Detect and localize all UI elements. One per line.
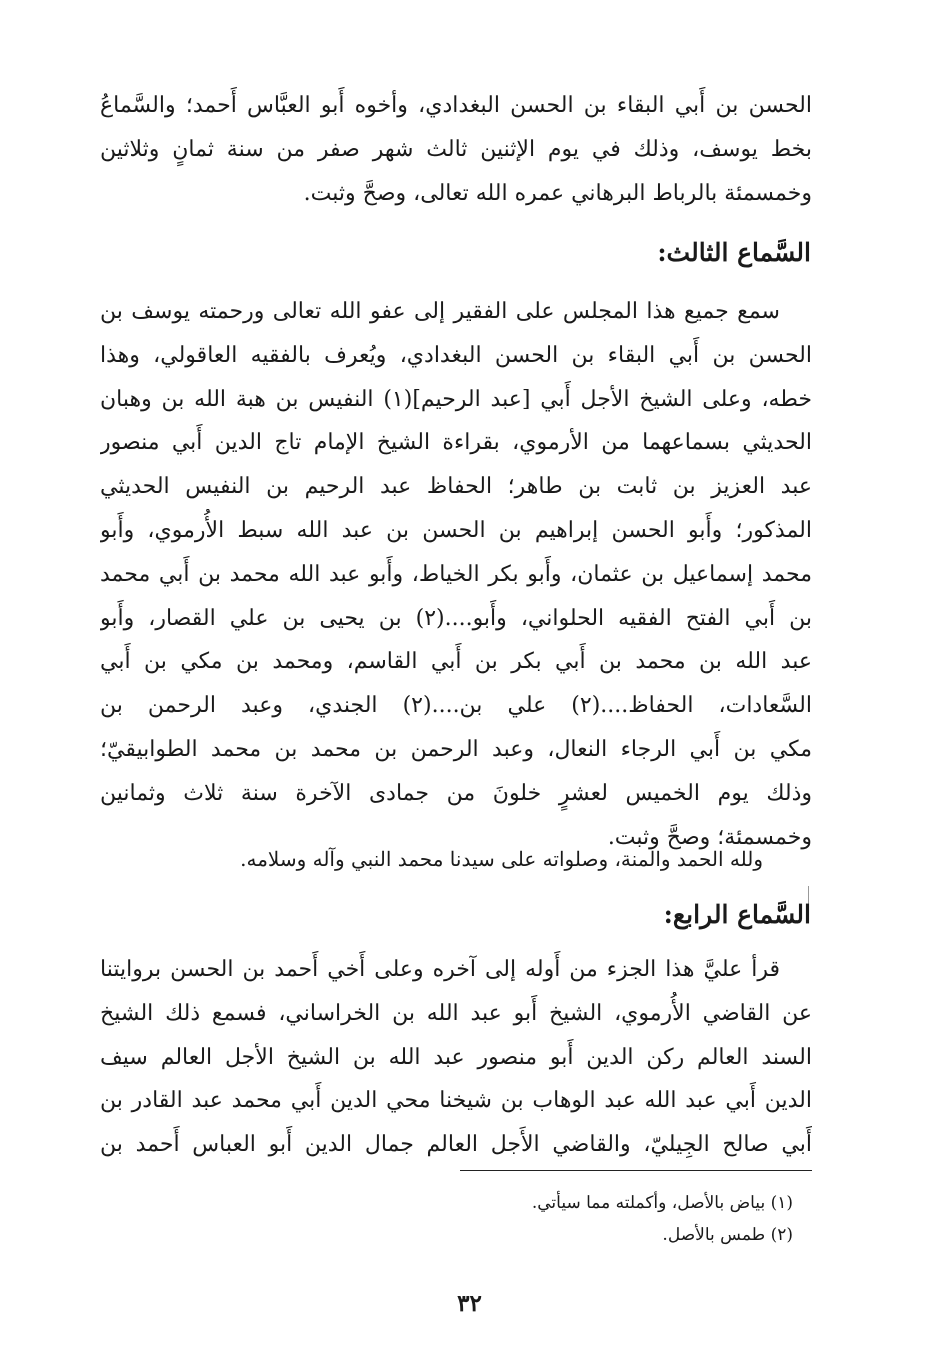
paragraph-3 <box>100 948 812 1167</box>
text-line: بخط يوسف، وذلك في يوم الإثنين ثالث شهر صفر من سنة ثمانٍ وثلاثين <box>100 136 812 162</box>
text-line: الدين أَبي عبد الله عبد الوهاب بن شيخنا محي الدين أَبي محمد عبد القادر بن <box>100 1088 812 1114</box>
text-line: وذلك يوم الخميس لعشرٍ خلونَ من جمادى الآخرة سنة ثلاث وثمانين <box>100 780 812 806</box>
text-line: عبد العزيز بن ثابت بن طاهر؛ الحفاظ عبد الرحيم بن النفيس الحديثي <box>100 474 812 500</box>
text-line: عبد الله بن محمد بن أَبي بكر بن أَبي القاسم، ومحمد بن مكي بن أَبي <box>100 649 812 675</box>
footnote-2: (٢) طمس بالأصل. <box>662 1225 793 1245</box>
closing-doxology: ولله الحمد والمنة، وصلواته على سيدنا محمد النبي وآله وسلامه. <box>240 847 763 871</box>
text-line: أَبي صالح الجِيليّ، والقاضي الأَجل العالم جمال الدين أَبو العباس أَحمد بن <box>100 1132 812 1158</box>
text-line: الحسن بن أَبي البقاء بن الحسن البغدادي، ويُعرف بالفقيه العاقولي، وهذا <box>100 342 812 368</box>
text-line: وخمسمئة؛ وصحَّ وثبت. <box>607 824 812 850</box>
footnote-separator <box>460 1170 812 1171</box>
text-line: محمد إسماعيل بن عثمان، وأَبو بكر الخياط، وأَبو عبد الله محمد بن أَبي محمد <box>100 561 812 587</box>
section-heading-fourth-hearing: السَّماع الرابع: <box>663 900 811 929</box>
text-line: قرأ عليَّ هذا الجزء من أَوله إلى آخره وعلى أَخي أَحمد بن الحسن بروايتنا <box>100 957 780 982</box>
text-line: وخمسمئة بالرباط البرهاني عمره الله تعالى، وصحَّ وثبت. <box>303 180 812 206</box>
paragraph-1 <box>100 84 812 215</box>
text-line: السَّعادات، الحفاظ....(٢) علي بن....(٢) الجندي، وعبد الرحمن بن <box>100 693 812 719</box>
text-line: عن القاضي الأُرموي، الشيخ أَبو عبد الله بن الخراساني، فسمع ذلك الشيخ <box>100 1000 812 1026</box>
page-number: ٣٢ <box>457 1290 482 1317</box>
text-line: الحسن بن أَبي البقاء بن الحسن البغدادي، وأخوه أَبو العبَّاس أَحمد؛ والسَّماعُ <box>100 93 812 118</box>
text-line: خطه، وعلى الشيخ الأجل أَبي [عبد الرحيم](١) النفيس بن هبة الله بن وهبان <box>100 386 812 412</box>
text-line: سمع جميع هذا المجلس على الفقير إلى عفو الله تعالى ورحمته يوسف بن <box>100 299 780 324</box>
text-line: الحديثي بسماعهما من الأرموي، بقراءة الشيخ الإمام تاج الدين أَبي منصور <box>100 430 812 456</box>
footnote-1: (١) بياض بالأصل، وأكملته مما سيأتي. <box>531 1193 793 1213</box>
paragraph-2 <box>100 290 812 859</box>
text-line: المذكور؛ وأَبو الحسن إبراهيم بن الحسن بن عبد الله سبط الأُرموي، وأَبو <box>100 517 812 543</box>
section-heading-third-hearing: السَّماع الثالث: <box>657 238 811 267</box>
text-line: بن أَبي الفتح الفقيه الحلواني، وأَبو....(٢) بن يحيى بن علي القصار، وأَبو <box>100 605 812 631</box>
text-line: مكي بن أَبي الرجاء النعال، وعبد الرحمن بن محمد بن محمد الطوابيقيّ؛ <box>100 736 812 762</box>
text-line: السند العالم ركن الدين أَبو منصور عبد الله بن الشيخ الأجل العالم سيف <box>100 1044 812 1070</box>
